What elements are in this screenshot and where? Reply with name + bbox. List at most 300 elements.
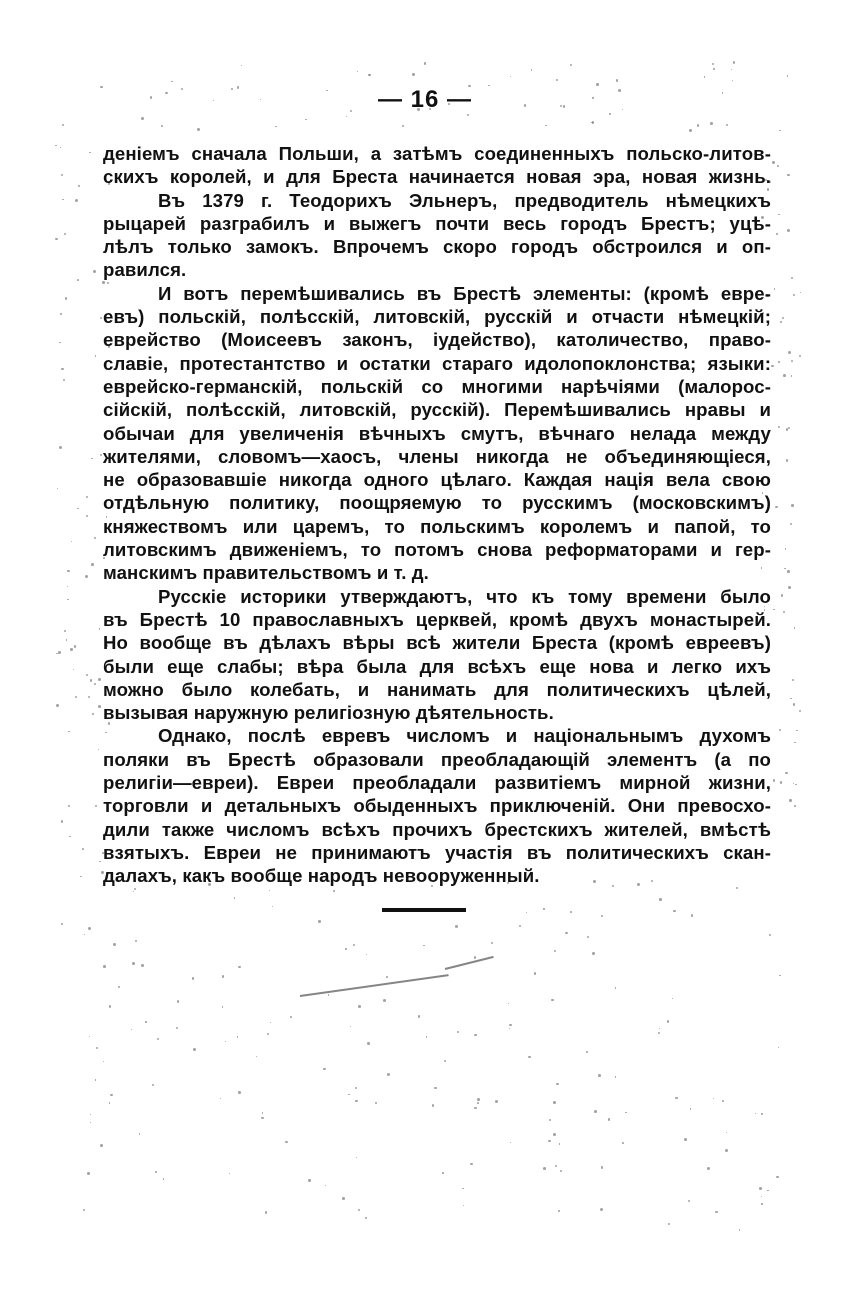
speck (87, 1172, 90, 1175)
speck (534, 972, 536, 974)
speck (57, 488, 58, 489)
speck (543, 908, 545, 910)
speck (592, 952, 595, 955)
text-line: дили также числомъ всѣхъ прочихъ брестскихъ жителей, вмѣстѣ (103, 818, 771, 840)
speck (193, 1048, 196, 1051)
text-line: еврейство (Моисеевъ законъ, iудейство), католичество, право- (103, 329, 771, 351)
speck (690, 1108, 691, 1109)
text-line: скихъ королей, и для Бреста начинается новая эра, новая жизнь. (103, 166, 771, 188)
speck (773, 779, 775, 781)
speck (141, 117, 144, 120)
speck (238, 1091, 241, 1094)
speck (781, 594, 783, 596)
speck (785, 772, 788, 775)
speck (779, 130, 781, 132)
speck (509, 1028, 511, 1030)
speck (761, 1113, 763, 1115)
speck (800, 292, 801, 293)
speck (290, 1016, 292, 1018)
speck (61, 368, 64, 371)
speck (553, 1133, 556, 1136)
speck (256, 1056, 257, 1057)
text-line: жителями, словомъ—хаосъ, члены никогда не объединяющiеся, (103, 445, 771, 467)
speck (68, 731, 69, 732)
speck (774, 288, 776, 290)
speck (65, 297, 68, 300)
speck (241, 65, 242, 66)
speck (565, 932, 568, 935)
speck (171, 81, 173, 83)
speck (78, 185, 80, 187)
speck (586, 1051, 588, 1053)
speck (477, 1098, 480, 1101)
speck (365, 1217, 367, 1219)
speck (141, 964, 144, 967)
speck (601, 1166, 603, 1168)
speck (554, 950, 556, 952)
text-line: денiемъ сначала Польши, а затѣмъ соединенныхъ польско-литов- (103, 143, 771, 164)
speck (61, 174, 63, 176)
speck (732, 80, 733, 81)
speck (177, 1000, 180, 1003)
speck (725, 1149, 728, 1152)
speck (675, 1097, 678, 1100)
speck (95, 1079, 97, 1081)
text-line: еврейско-германскiй, польскiй со многими нарѣчiями (малорос- (103, 375, 771, 397)
speck (769, 934, 771, 936)
speck (713, 68, 715, 70)
speck (74, 645, 77, 648)
speck (792, 679, 794, 681)
speck (155, 1171, 157, 1173)
speck (346, 116, 348, 118)
speck (799, 710, 801, 712)
text-line: отдѣльную политику, поощряемую то русскимъ (московскимъ) (103, 492, 771, 514)
speck (86, 496, 88, 498)
text-line: не образовавшiе никогда одного цѣлаго. Каждая нацiя вела свою (103, 469, 771, 491)
speck (265, 1211, 267, 1213)
speck (94, 537, 96, 539)
speck (608, 1118, 610, 1120)
speck (795, 784, 797, 786)
speck (704, 76, 705, 77)
speck (91, 458, 92, 459)
speck (776, 1176, 778, 1178)
speck (772, 161, 775, 164)
speck (64, 630, 66, 632)
speck (668, 1223, 670, 1225)
speck (88, 927, 91, 930)
speck (93, 270, 96, 273)
speck (234, 897, 235, 898)
speck (325, 1185, 326, 1186)
speck (67, 599, 69, 601)
speck (570, 911, 572, 913)
speck (61, 820, 64, 823)
speck (383, 999, 386, 1002)
speck (761, 1203, 762, 1204)
speck (600, 1208, 603, 1211)
speck (75, 199, 78, 202)
speck (713, 1098, 714, 1099)
speck (783, 374, 786, 377)
speck (161, 125, 163, 127)
speck (555, 1165, 557, 1167)
speck (345, 948, 347, 950)
speck (556, 79, 558, 81)
text-line: религiи—евреи). Евреи преобладали развитiемъ мирной жизни, (103, 772, 771, 794)
text-line: лѣлъ только замокъ. Впрочемъ скоро городъ обстроился и оп- (103, 236, 771, 258)
speck (267, 1033, 269, 1035)
speck (733, 61, 735, 63)
speck (598, 1074, 601, 1077)
speck (86, 674, 88, 676)
speck (559, 1143, 561, 1145)
speck (308, 1179, 310, 1181)
speck (225, 1041, 226, 1042)
text-line: Въ 1379 г. Теодорихъ Эльнеръ, предводитель нѣмецкихъ (158, 189, 771, 211)
speck (84, 934, 85, 935)
speck (67, 570, 69, 572)
speck (526, 912, 527, 913)
speck (358, 1005, 361, 1008)
speck (672, 998, 673, 999)
speck (275, 126, 277, 128)
speck (789, 799, 791, 801)
speck (238, 966, 240, 968)
speck (109, 1005, 111, 1007)
speck (794, 805, 796, 807)
speck (455, 925, 458, 928)
speck (197, 128, 200, 131)
speck (790, 523, 792, 525)
speck (237, 1036, 238, 1037)
speck (98, 749, 99, 750)
speck (759, 1187, 762, 1190)
speck (791, 277, 793, 279)
speck (570, 64, 572, 66)
speck (519, 925, 521, 927)
speck (712, 63, 714, 65)
speck (791, 375, 792, 376)
speck (510, 1142, 511, 1143)
speck (545, 125, 547, 127)
page-number: — 16 — (377, 86, 473, 113)
speck (761, 1196, 762, 1197)
speck (261, 1117, 264, 1120)
text-line: въ Брестѣ 10 православныхъ церквей, кромѣ двухъ монастырей. (103, 608, 771, 630)
speck (778, 214, 780, 216)
speck (350, 1026, 351, 1027)
speck (88, 696, 91, 699)
speck (55, 238, 58, 241)
speck (270, 1022, 271, 1023)
speck (176, 1027, 178, 1029)
speck (269, 890, 270, 891)
speck (553, 1101, 556, 1104)
speck (783, 611, 785, 613)
speck (356, 1157, 357, 1158)
speck (509, 1024, 511, 1026)
speck (689, 129, 692, 132)
speck (790, 698, 791, 699)
stray-mark (445, 956, 494, 970)
text-line: манскимъ правительствомъ и т. д. (103, 562, 429, 584)
speck (55, 145, 57, 147)
speck (796, 730, 798, 732)
speck (659, 898, 662, 901)
text-line: И вотъ перемѣшивались въ Брестѣ элементы: (кромѣ евре- (158, 282, 771, 304)
speck (457, 1031, 459, 1033)
speck (68, 805, 70, 807)
speck (771, 365, 774, 368)
speck (426, 1036, 427, 1037)
speck (132, 962, 135, 965)
speck (64, 233, 66, 235)
speck (793, 294, 796, 297)
speck (707, 1167, 710, 1170)
speck (358, 1209, 360, 1211)
speck (89, 1036, 90, 1037)
speck (791, 504, 794, 507)
speck (726, 124, 728, 126)
speck (474, 956, 476, 958)
speck (462, 1188, 464, 1190)
speck (103, 965, 106, 968)
speck (477, 1102, 479, 1104)
speck (89, 152, 90, 153)
speck (69, 836, 70, 837)
speck (779, 729, 782, 732)
speck (782, 317, 784, 319)
speck (780, 321, 782, 323)
speck (357, 71, 358, 72)
speck (157, 1038, 160, 1041)
speck (787, 570, 790, 573)
speck (131, 1029, 132, 1030)
speck (139, 1133, 140, 1134)
speck (222, 975, 224, 977)
speck (56, 704, 59, 707)
text-line: взятыхъ. Евреи не принимаютъ участiя въ политическихъ скан- (103, 841, 771, 863)
speck (786, 459, 788, 461)
speck (787, 174, 789, 176)
speck (463, 1205, 464, 1206)
speck (90, 679, 92, 681)
speck (353, 944, 355, 946)
speck (412, 73, 415, 76)
speck (659, 1028, 660, 1029)
speck (85, 575, 88, 578)
speck (785, 548, 787, 550)
speck (355, 1100, 357, 1102)
speck (262, 1112, 263, 1113)
text-line: сiйскiй, полѣсскiй, литовскiй, русскiй). Перемѣшивались нравы и (103, 399, 771, 421)
speck (784, 568, 785, 569)
speck (145, 1021, 146, 1022)
speck (787, 229, 790, 232)
speck (722, 1100, 724, 1102)
speck (773, 609, 774, 610)
speck (94, 683, 97, 686)
speck (508, 1003, 510, 1005)
speck (98, 678, 101, 681)
speck (135, 940, 137, 942)
speck (778, 361, 780, 363)
speck (510, 76, 511, 77)
speck (423, 945, 424, 946)
speck (80, 876, 81, 877)
speck (424, 62, 426, 64)
speck (62, 124, 64, 126)
speck (100, 454, 102, 456)
speck (442, 1172, 444, 1174)
speck (192, 977, 195, 980)
speck (133, 891, 134, 892)
speck (100, 1144, 103, 1147)
speck (67, 586, 68, 587)
text-line: равился. (103, 259, 187, 281)
speck (793, 703, 796, 706)
speck (560, 1170, 562, 1172)
speck (113, 943, 116, 946)
speck (91, 563, 94, 566)
speck (778, 426, 780, 428)
speck (62, 199, 63, 200)
speck (366, 954, 367, 955)
speck (731, 69, 732, 70)
speck (736, 887, 738, 889)
speck (99, 861, 100, 862)
speck (673, 910, 676, 913)
speck (739, 1229, 740, 1230)
speck (163, 1178, 165, 1180)
speck (75, 696, 78, 699)
speck (272, 906, 274, 908)
speck (222, 1006, 223, 1007)
speck (799, 355, 801, 357)
speck (86, 515, 88, 517)
stray-mark (300, 974, 449, 997)
speck (305, 119, 307, 121)
speck (59, 446, 62, 449)
speck (556, 1083, 558, 1085)
speck (95, 805, 97, 807)
speck (777, 165, 779, 167)
speck (691, 914, 693, 916)
speck (791, 360, 793, 362)
speck (60, 313, 62, 315)
speck (90, 1114, 91, 1115)
speck (470, 1163, 473, 1166)
speck (152, 1084, 154, 1086)
speck (710, 122, 713, 125)
speck (776, 233, 778, 235)
speck (59, 342, 60, 343)
section-end-rule (382, 908, 466, 912)
text-line: поляки въ Брестѣ образовали преобладающiй элементъ (а по (103, 748, 771, 770)
text-line: евъ) польскiй, полѣсскiй, литовскiй, русскiй и отчасти нѣмецкiй; (103, 306, 771, 328)
speck (549, 1119, 552, 1122)
speck (318, 920, 321, 923)
speck (715, 1211, 717, 1213)
speck (71, 541, 72, 542)
speck (615, 1076, 617, 1078)
speck (548, 1140, 551, 1143)
speck (83, 1209, 85, 1211)
speck (432, 1104, 434, 1106)
speck (96, 1047, 98, 1049)
speck (348, 1094, 349, 1095)
speck (63, 379, 65, 381)
speck (622, 1142, 624, 1144)
speck (90, 1122, 91, 1123)
speck (788, 351, 791, 354)
speck (467, 114, 469, 116)
speck (794, 742, 795, 743)
speck (369, 74, 371, 76)
speck (60, 147, 61, 148)
speck (58, 651, 61, 654)
speck (323, 1068, 326, 1071)
speck (103, 1061, 104, 1062)
speck (444, 1060, 446, 1062)
speck (95, 355, 96, 356)
speck (402, 125, 404, 127)
text-line: Русскiе историки утверждаютъ, что къ тому времени было (158, 585, 771, 607)
speck (110, 1094, 113, 1097)
speck (543, 1167, 546, 1170)
text-line: рыцарей разграбилъ и выжегъ почти весь городъ Брестъ; уцѣ- (103, 212, 771, 234)
speck (794, 627, 795, 628)
speck (386, 976, 388, 978)
speck (92, 713, 94, 715)
speck (474, 1034, 476, 1036)
speck (528, 1056, 530, 1058)
speck (658, 1032, 660, 1034)
speck (100, 317, 102, 319)
speck (697, 124, 699, 126)
text-line: можно было колебать, и нанимать для политическихъ цѣлей, (103, 678, 771, 700)
speck (625, 1112, 627, 1114)
speck (328, 994, 329, 995)
text-line: литовскимъ движенiемъ, то потомъ снова реформаторами и гер- (103, 539, 771, 561)
text-line: Но вообще въ дѣлахъ вѣры всѣ жители Бреста (кромѣ евреевъ) (103, 632, 771, 654)
speck (684, 1138, 687, 1141)
speck (594, 1110, 597, 1113)
speck (787, 75, 788, 76)
speck (70, 648, 73, 651)
speck (434, 1087, 437, 1090)
speck (375, 1102, 377, 1104)
speck (726, 1132, 727, 1133)
text-line: обычаи для увеличенiя вѣчныхъ смутъ, вѣчнаго нелада между (103, 422, 771, 444)
speck (788, 427, 790, 429)
speck (118, 986, 120, 988)
speck (667, 1020, 669, 1022)
speck (591, 122, 592, 123)
speck (418, 1015, 420, 1017)
speck (551, 999, 553, 1001)
speck (134, 888, 136, 890)
speck (491, 942, 493, 944)
speck (688, 1200, 690, 1202)
speck (73, 669, 74, 670)
text-line: вызывая наружную религiозную дѣятельность. (103, 702, 554, 724)
speck (355, 1087, 357, 1089)
text-line: славiе, протестантство и остатки стараго идолопоклонства; языки: (103, 352, 771, 374)
speck (99, 628, 101, 630)
